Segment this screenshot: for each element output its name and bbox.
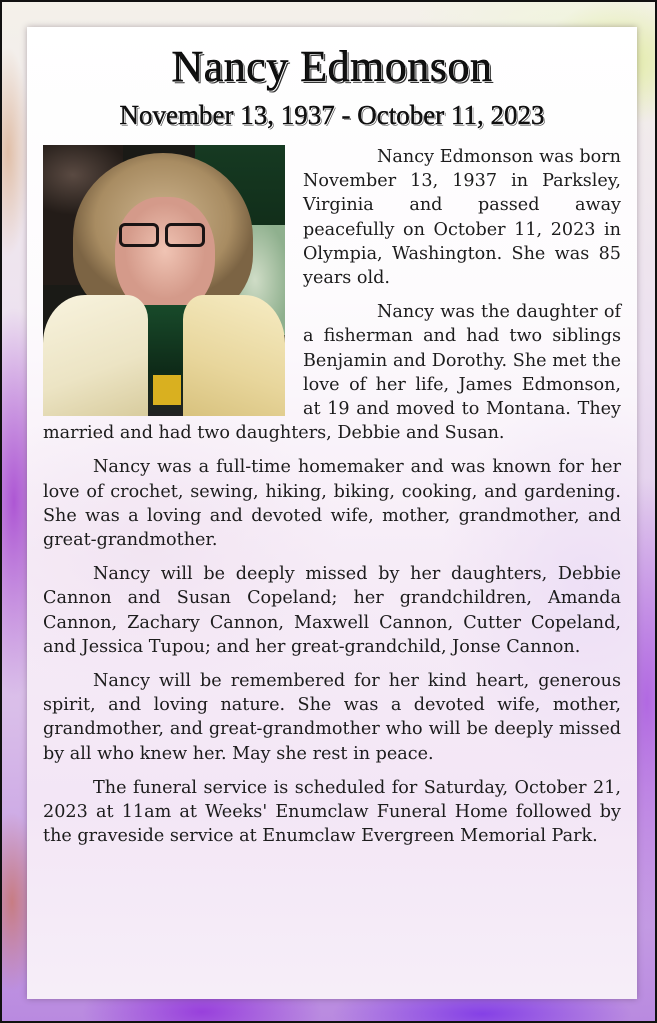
paragraph-birth: Nancy Edmonson was born November 13, 1937 in Parksley, Virginia and passed away peacefully on October 11, 2023 in Olympia, Washington. She was 85 years old. — [303, 147, 621, 289]
paragraph-family: Nancy was the daughter of a fisherman and had two siblings Benjamin and Dorothy. She met the love of her life, James Edmonson, at 19 and moved to Montana. They married and had two daughters, Debbie and Susan. — [43, 302, 621, 444]
obituary-name: Nancy Edmonson — [171, 42, 493, 91]
photo-cardigan-right — [183, 295, 285, 416]
photo-glasses-right — [165, 223, 205, 247]
paragraph-remembrance: Nancy will be remembered for her kind heart, generous spirit, and loving nature. She was a devoted wife, mother, grandmother, and great-grandmother who will be deeply missed by all who knew her. May she rest in peace. — [43, 671, 621, 764]
obituary-body — [43, 145, 621, 848]
photo-shirt-logo — [153, 375, 181, 405]
obituary-card — [27, 27, 637, 999]
portrait-photo — [43, 145, 285, 416]
obituary-dates: November 13, 1937 - October 11, 2023 — [119, 100, 545, 130]
photo-cardigan-left — [43, 295, 148, 416]
paragraph-survivors: Nancy will be deeply missed by her daughters, Debbie Cannon and Susan Copeland; her grandchildren, Amanda Cannon, Zachary Cannon, Maxwell Cannon, Cutter Copeland, and Jessica Tupou; and her great-grandchild, Jonse Cannon. — [43, 564, 621, 657]
paragraph-service: The funeral service is scheduled for Saturday, October 21, 2023 at 11am at Weeks' Enumclaw Funeral Home followed by the graveside service at Enumclaw Evergreen Memorial Park. — [43, 777, 621, 847]
photo-glasses-left — [119, 223, 159, 247]
paragraph-hobbies: Nancy was a full-time homemaker and was known for her love of crochet, sewing, hiking, biking, cooking, and gardening. She was a loving and devoted wife, mother, grandmother, and great-grandmother. — [43, 457, 621, 551]
